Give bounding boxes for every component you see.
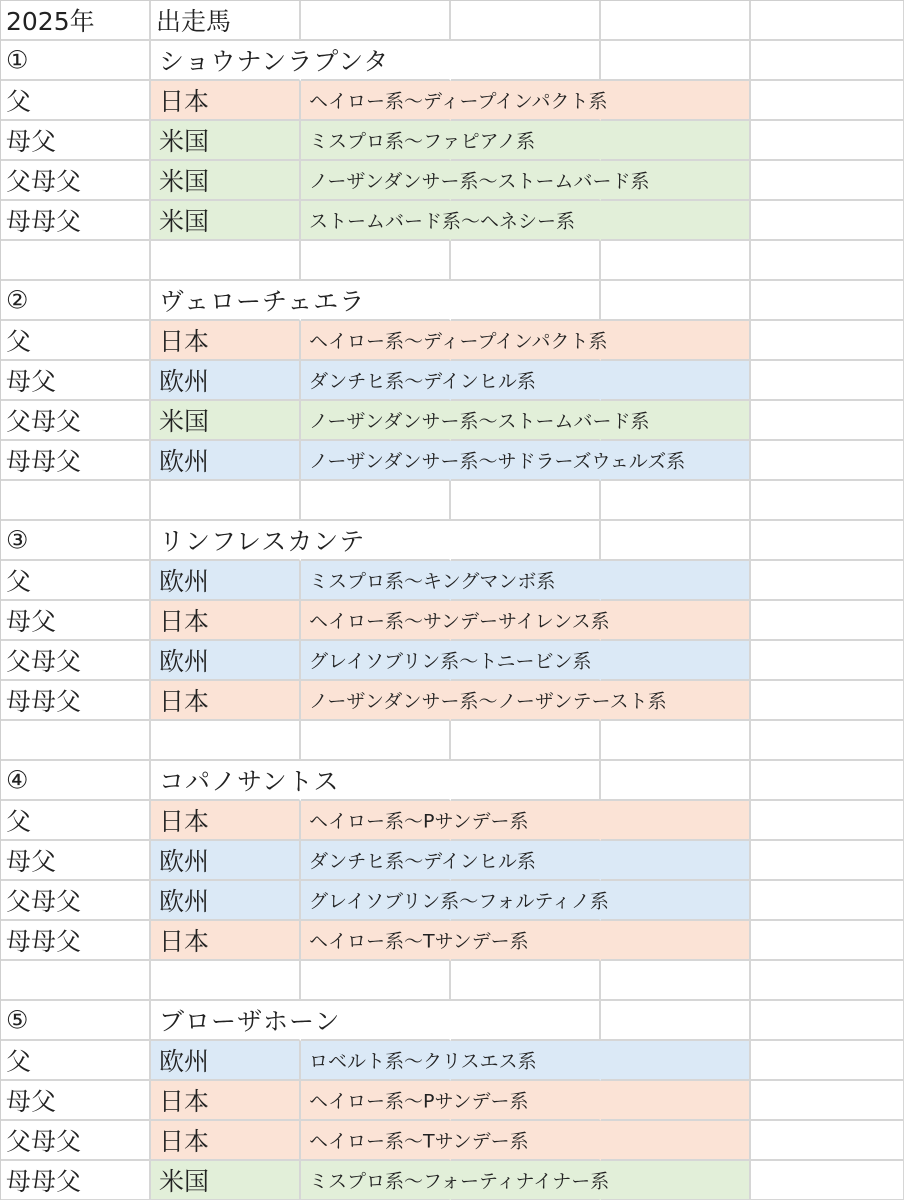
pedigree-role: 母母父 (6, 207, 82, 236)
region-label: 欧州 (159, 847, 210, 876)
horse-number-cell[interactable] (1, 521, 151, 561)
sire-line: ノーザンダンサー系～サドラーズウェルズ系 (309, 450, 686, 473)
pedigree-role-cell[interactable] (1, 561, 151, 601)
region-cell[interactable] (151, 401, 301, 441)
horse-name-row-empty-cell[interactable] (751, 1001, 904, 1041)
horse-name-cell[interactable] (151, 41, 390, 81)
horse-name: コパノサントス (159, 767, 340, 796)
spacer-row-empty-cell[interactable] (151, 481, 301, 521)
year-label: 2025年 (6, 7, 95, 36)
empty-cell[interactable] (751, 401, 904, 441)
spacer-row-empty-cell[interactable] (151, 721, 301, 761)
pedigree-role-cell[interactable] (1, 1121, 151, 1161)
region-cell[interactable] (151, 881, 301, 921)
spacer-row-empty-cell[interactable] (1, 721, 151, 761)
pedigree-role-cell[interactable] (1, 161, 151, 201)
header-empty-cell[interactable] (451, 1, 601, 41)
sire-line-cont-cell[interactable] (601, 81, 751, 121)
region-label: 米国 (159, 127, 210, 156)
sire-line: ヘイロー系～ディープインパクト系 (309, 90, 608, 113)
horse-name: ヴェローチェエラ (159, 287, 366, 316)
region-cell[interactable] (151, 601, 301, 641)
region-cell[interactable] (151, 161, 301, 201)
sire-line-cont-cell[interactable] (601, 1081, 751, 1121)
header-empty-cell[interactable] (301, 1, 451, 41)
sire-line-cont-cell[interactable] (601, 881, 751, 921)
horse-name-row-empty-cell[interactable] (601, 41, 751, 81)
pedigree-role-cell[interactable] (1, 441, 151, 481)
horse-name-row-empty-cell[interactable] (451, 41, 601, 81)
pedigree-role-cell[interactable] (1, 881, 151, 921)
sire-line-cont-cell[interactable] (601, 921, 751, 961)
empty-cell[interactable] (751, 361, 904, 401)
header-title: 出走馬 (156, 7, 232, 36)
region-label: 米国 (159, 207, 210, 236)
region-cell[interactable] (151, 921, 301, 961)
spacer-row-empty-cell[interactable] (601, 721, 751, 761)
region-cell[interactable] (151, 321, 301, 361)
pedigree-role: 父 (6, 327, 32, 356)
region-label: 日本 (159, 87, 210, 116)
sire-line-cont-cell[interactable] (601, 321, 751, 361)
horse-name-row-empty-cell[interactable] (751, 281, 904, 321)
horse-name-row-empty-cell[interactable] (451, 1001, 601, 1041)
pedigree-role: 父 (6, 567, 32, 596)
region-cell[interactable] (151, 121, 301, 161)
horse-name: ブローザホーン (159, 1007, 341, 1036)
sire-line: ヘイロー系～Tサンデー系 (309, 930, 529, 953)
sire-line-cell[interactable] (301, 841, 536, 881)
region-cell[interactable] (151, 561, 301, 601)
pedigree-role: 父母父 (6, 167, 82, 196)
spacer-row-empty-cell[interactable] (751, 961, 904, 1001)
region-label: 米国 (159, 167, 210, 196)
sire-line: ミスプロ系～フォーティナイナー系 (309, 1170, 610, 1193)
pedigree-role-cell[interactable] (1, 1041, 151, 1081)
region-label: 欧州 (159, 367, 210, 396)
sire-line: ミスプロ系～ファピアノ系 (309, 130, 536, 153)
empty-cell[interactable] (751, 121, 904, 161)
region-label: 米国 (159, 407, 210, 436)
region-label: 日本 (159, 687, 210, 716)
region-label: 米国 (159, 1167, 210, 1196)
pedigree-role: 母母父 (6, 447, 82, 476)
sire-line-cont-cell[interactable] (601, 561, 751, 601)
empty-cell[interactable] (751, 561, 904, 601)
pedigree-role-cell[interactable] (1, 801, 151, 841)
sire-line-cell[interactable] (301, 601, 610, 641)
sire-line-cont-cell[interactable] (601, 801, 751, 841)
empty-cell[interactable] (751, 1081, 904, 1121)
horse-number: ④ (6, 765, 29, 795)
region-label: 日本 (159, 927, 210, 956)
sire-line-cont-cell[interactable] (601, 601, 751, 641)
pedigree-role-cell[interactable] (1, 841, 151, 881)
horse-name-cell[interactable] (151, 281, 366, 321)
horse-number: ① (6, 45, 29, 75)
region-cell[interactable] (151, 801, 301, 841)
horse-name-row-empty-cell[interactable] (451, 761, 601, 801)
region-cell[interactable] (151, 361, 301, 401)
region-cell[interactable] (151, 201, 301, 241)
spacer-row-empty-cell[interactable] (451, 721, 601, 761)
empty-cell[interactable] (751, 681, 904, 721)
region-label: 日本 (159, 807, 210, 836)
sire-line-cont-cell[interactable] (601, 201, 751, 241)
spacer-row-empty-cell[interactable] (151, 241, 301, 281)
region-label: 日本 (159, 1087, 210, 1116)
sire-line: ロベルト系～クリスエス系 (309, 1050, 537, 1073)
region-cell[interactable] (151, 841, 301, 881)
sire-line-cont-cell[interactable] (601, 1121, 751, 1161)
pedigree-role: 父 (6, 87, 32, 116)
region-label: 欧州 (159, 447, 210, 476)
region-label: 欧州 (159, 887, 210, 916)
pedigree-role: 母父 (6, 367, 57, 396)
sire-line-cell[interactable] (301, 921, 529, 961)
horse-number-cell[interactable] (1, 1001, 151, 1041)
pedigree-role-cell[interactable] (1, 921, 151, 961)
sire-line-cont-cell[interactable] (601, 121, 751, 161)
sire-line-cont-cell[interactable] (601, 641, 751, 681)
horse-number-cell[interactable] (1, 41, 151, 81)
sire-line-cell[interactable] (301, 1081, 529, 1121)
pedigree-role: 母父 (6, 847, 57, 876)
spacer-row-empty-cell[interactable] (601, 961, 751, 1001)
horse-name: リンフレスカンテ (159, 527, 366, 556)
pedigree-role-cell[interactable] (1, 641, 151, 681)
region-cell[interactable] (151, 641, 301, 681)
horse-number: ② (6, 285, 29, 315)
title-cell[interactable] (151, 1, 301, 41)
sire-line: ヘイロー系～Tサンデー系 (309, 1130, 529, 1153)
horse-name: ショウナンラプンタ (159, 47, 390, 76)
horse-name-row-empty-cell[interactable] (751, 761, 904, 801)
spacer-row-empty-cell[interactable] (151, 961, 301, 1001)
pedigree-role-cell[interactable] (1, 201, 151, 241)
spacer-row-empty-cell[interactable] (601, 481, 751, 521)
region-label: 日本 (159, 1127, 210, 1156)
sire-line: ダンチヒ系～デインヒル系 (309, 370, 536, 393)
sire-line-cell[interactable] (301, 801, 529, 841)
empty-cell[interactable] (751, 441, 904, 481)
sire-line-cell[interactable] (301, 641, 592, 681)
sire-line-cell[interactable] (301, 1121, 529, 1161)
sire-line-cell[interactable] (301, 161, 650, 201)
empty-cell[interactable] (751, 201, 904, 241)
sire-line-cont-cell[interactable] (601, 361, 751, 401)
pedigree-role-cell[interactable] (1, 601, 151, 641)
spacer-row-empty-cell[interactable] (301, 481, 451, 521)
spacer-row-empty-cell[interactable] (751, 241, 904, 281)
spacer-row-empty-cell[interactable] (301, 961, 451, 1001)
pedigree-role: 父母父 (6, 1127, 82, 1156)
empty-cell[interactable] (751, 1041, 904, 1081)
horse-number: ③ (6, 525, 29, 555)
region-cell[interactable] (151, 81, 301, 121)
pedigree-role-cell[interactable] (1, 81, 151, 121)
horse-name-cell[interactable] (151, 521, 366, 561)
empty-cell[interactable] (751, 1121, 904, 1161)
horse-name-row-empty-cell[interactable] (601, 521, 751, 561)
year-cell[interactable] (1, 1, 151, 41)
region-cell[interactable] (151, 1161, 301, 1200)
horse-number-cell[interactable] (1, 281, 151, 321)
spacer-row-empty-cell[interactable] (451, 961, 601, 1001)
pedigree-role-cell[interactable] (1, 401, 151, 441)
header-empty-cell[interactable] (601, 1, 751, 41)
pedigree-role-cell[interactable] (1, 321, 151, 361)
empty-cell[interactable] (751, 801, 904, 841)
region-cell[interactable] (151, 1121, 301, 1161)
sire-line: ミスプロ系～キングマンボ系 (309, 570, 556, 593)
pedigree-role: 母父 (6, 127, 57, 156)
spacer-row-empty-cell[interactable] (751, 721, 904, 761)
empty-cell[interactable] (751, 81, 904, 121)
sire-line-cell[interactable] (301, 401, 650, 441)
pedigree-role: 母母父 (6, 1167, 82, 1196)
region-label: 欧州 (159, 1047, 210, 1076)
pedigree-role-cell[interactable] (1, 1081, 151, 1121)
pedigree-role: 母母父 (6, 687, 82, 716)
pedigree-role: 父母父 (6, 407, 82, 436)
sire-line-cell[interactable] (301, 1161, 610, 1200)
empty-cell[interactable] (751, 601, 904, 641)
spacer-row-empty-cell[interactable] (451, 481, 601, 521)
empty-cell[interactable] (751, 321, 904, 361)
sire-line-cell[interactable] (301, 321, 608, 361)
pedigree-role-cell[interactable] (1, 361, 151, 401)
spacer-row-empty-cell[interactable] (1, 481, 151, 521)
empty-cell[interactable] (751, 881, 904, 921)
empty-cell[interactable] (751, 161, 904, 201)
sire-line: ヘイロー系～Pサンデー系 (309, 810, 529, 833)
sire-line: グレイソブリン系～フォルティノ系 (309, 890, 609, 913)
horse-name-row-empty-cell[interactable] (601, 1001, 751, 1041)
sire-line-cell[interactable] (301, 201, 576, 241)
horse-number-cell[interactable] (1, 761, 151, 801)
sire-line-cell[interactable] (301, 561, 556, 601)
pedigree-role: 父 (6, 1047, 32, 1076)
sire-line-cell[interactable] (301, 121, 536, 161)
sire-line: ヘイロー系～ディープインパクト系 (309, 330, 608, 353)
pedigree-role-cell[interactable] (1, 681, 151, 721)
sire-line: ノーザンダンサー系～ノーザンテースト系 (309, 690, 667, 713)
empty-cell[interactable] (751, 1161, 904, 1200)
horse-name-row-empty-cell[interactable] (451, 521, 601, 561)
sire-line: グレイソブリン系～トニービン系 (309, 650, 592, 673)
pedigree-role: 父母父 (6, 647, 82, 676)
sire-line-cell[interactable] (301, 1041, 537, 1081)
sire-line-cell[interactable] (301, 81, 608, 121)
sire-line: ヘイロー系～Pサンデー系 (309, 1090, 529, 1113)
region-cell[interactable] (151, 1041, 301, 1081)
horse-name-cell[interactable] (151, 761, 340, 801)
empty-cell[interactable] (751, 641, 904, 681)
region-cell[interactable] (151, 1081, 301, 1121)
spacer-row-empty-cell[interactable] (1, 241, 151, 281)
sire-line-cont-cell[interactable] (601, 841, 751, 881)
horse-name-row-empty-cell[interactable] (601, 761, 751, 801)
pedigree-role: 母父 (6, 607, 57, 636)
horse-name-row-empty-cell[interactable] (751, 521, 904, 561)
empty-cell[interactable] (751, 841, 904, 881)
horse-number: ⑤ (6, 1005, 29, 1035)
spacer-row-empty-cell[interactable] (301, 721, 451, 761)
header-empty-cell[interactable] (751, 1, 904, 41)
pedigree-role: 母父 (6, 1087, 57, 1116)
horse-name-row-empty-cell[interactable] (451, 281, 601, 321)
region-label: 欧州 (159, 567, 210, 596)
empty-cell[interactable] (751, 921, 904, 961)
region-label: 日本 (159, 327, 210, 356)
spacer-row-empty-cell[interactable] (601, 241, 751, 281)
sire-line: ノーザンダンサー系～ストームバード系 (309, 410, 650, 433)
sire-line-cell[interactable] (301, 881, 609, 921)
sire-line-cell[interactable] (301, 681, 667, 721)
sire-line-cont-cell[interactable] (601, 1161, 751, 1200)
spacer-row-empty-cell[interactable] (1, 961, 151, 1001)
pedigree-role-cell[interactable] (1, 121, 151, 161)
spacer-row-empty-cell[interactable] (301, 241, 451, 281)
pedigree-role: 父 (6, 807, 32, 836)
sire-line: ノーザンダンサー系～ストームバード系 (309, 170, 650, 193)
pedigree-role: 父母父 (6, 887, 82, 916)
sire-line: ダンチヒ系～デインヒル系 (309, 850, 536, 873)
region-label: 日本 (159, 607, 210, 636)
region-cell[interactable] (151, 681, 301, 721)
spacer-row-empty-cell[interactable] (451, 241, 601, 281)
sire-line-cont-cell[interactable] (601, 1041, 751, 1081)
region-label: 欧州 (159, 647, 210, 676)
horse-name-row-empty-cell[interactable] (601, 281, 751, 321)
region-cell[interactable] (151, 441, 301, 481)
horse-name-cell[interactable] (151, 1001, 341, 1041)
sire-line-cell[interactable] (301, 441, 686, 481)
spacer-row-empty-cell[interactable] (751, 481, 904, 521)
pedigree-role-cell[interactable] (1, 1161, 151, 1200)
sire-line-cell[interactable] (301, 361, 536, 401)
sire-line: ストームバード系～ヘネシー系 (309, 210, 576, 233)
sire-line: ヘイロー系～サンデーサイレンス系 (309, 610, 610, 633)
pedigree-role: 母母父 (6, 927, 82, 956)
horse-name-row-empty-cell[interactable] (751, 41, 904, 81)
